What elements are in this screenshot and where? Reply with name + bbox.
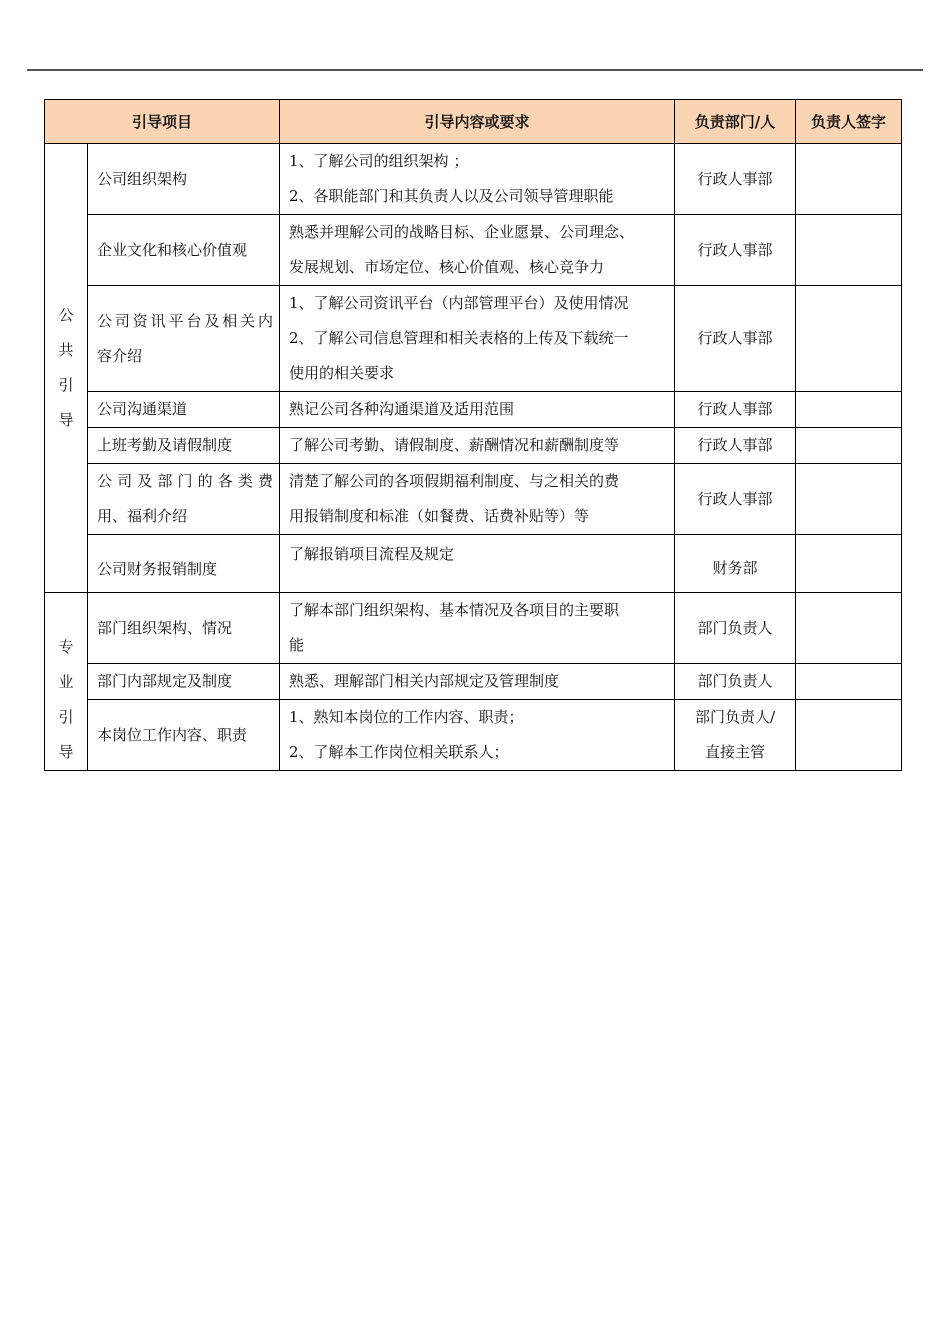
dept-cell: 部门负责人 [675, 664, 796, 700]
table-row [45, 664, 902, 700]
header-item: 引导项目 [45, 100, 280, 144]
dept-cell: 行政人事部 [675, 215, 796, 286]
item-cell: 公司沟通渠道 [88, 392, 280, 428]
table-row [45, 392, 902, 428]
content-cell: 1、了解公司的组织架构 ； 2、各职能部门和其负责人以及公司领导管理职能 [280, 144, 675, 215]
sign-cell[interactable] [796, 144, 902, 215]
dept-cell: 行政人事部 [675, 392, 796, 428]
item-cell: 上班考勤及请假制度 [88, 428, 280, 464]
dept-cell: 行政人事部 [675, 144, 796, 215]
sign-cell[interactable] [796, 392, 902, 428]
item-cell: 部门内部规定及制度 [88, 664, 280, 700]
content-cell: 熟记公司各种沟通渠道及适用范围 [280, 392, 675, 428]
table-row [45, 535, 902, 593]
content-cell: 1、了解公司资讯平台（内部管理平台）及使用情况 2、了解公司信息管理和相关表格的上传及下载统一 使用的相关要求 [280, 286, 675, 392]
header-dept: 负责部门/人 [675, 100, 796, 144]
header-rule [27, 69, 923, 71]
onboarding-guide-table [44, 99, 902, 771]
sign-cell[interactable] [796, 700, 902, 771]
dept-cell: 行政人事部 [675, 464, 796, 535]
content-cell: 了解公司考勤、请假制度、薪酬情况和薪酬制度等 [280, 428, 675, 464]
sign-cell[interactable] [796, 593, 902, 664]
item-cell: 公司资讯平台及相关内 容介绍 [88, 286, 280, 392]
table-row [45, 215, 902, 286]
dept-cell: 行政人事部 [675, 286, 796, 392]
header-sign: 负责人签字 [796, 100, 902, 144]
category-public: 公 共 引 导 [45, 144, 88, 593]
sign-cell[interactable] [796, 428, 902, 464]
table-row [45, 464, 902, 535]
content-cell: 了解报销项目流程及规定 [280, 535, 675, 593]
content-cell: 熟悉、理解部门相关内部规定及管理制度 [280, 664, 675, 700]
item-cell: 企业文化和核心价值观 [88, 215, 280, 286]
sign-cell[interactable] [796, 215, 902, 286]
table-row [45, 700, 902, 771]
table-row [45, 286, 902, 392]
sign-cell[interactable] [796, 464, 902, 535]
category-professional: 专 业 引 导 [45, 593, 88, 771]
content-cell: 熟悉并理解公司的战略目标、企业愿景、公司理念、 发展规划、市场定位、核心价值观、核心竞争力 [280, 215, 675, 286]
dept-cell: 部门负责人 [675, 593, 796, 664]
sign-cell[interactable] [796, 664, 902, 700]
table-header-row [45, 100, 902, 144]
header-content: 引导内容或要求 [280, 100, 675, 144]
content-cell: 了解本部门组织架构、基本情况及各项目的主要职 能 [280, 593, 675, 664]
item-cell: 本岗位工作内容、职责 [88, 700, 280, 771]
sign-cell[interactable] [796, 286, 902, 392]
item-cell: 部门组织架构、情况 [88, 593, 280, 664]
table-row [45, 428, 902, 464]
content-cell: 清楚了解公司的各项假期福利制度、与之相关的费 用报销制度和标准（如餐费、话费补贴等）等 [280, 464, 675, 535]
item-cell: 公司财务报销制度 [88, 535, 280, 593]
dept-cell: 财务部 [675, 535, 796, 593]
item-cell: 公司及部门的各类费 用、福利介绍 [88, 464, 280, 535]
content-cell: 1、熟知本岗位的工作内容、职责； 2、了解本工作岗位相关联系人； [280, 700, 675, 771]
sign-cell[interactable] [796, 535, 902, 593]
table-row [45, 593, 902, 664]
dept-cell: 部门负责人/ 直接主管 [675, 700, 796, 771]
item-cell: 公司组织架构 [88, 144, 280, 215]
dept-cell: 行政人事部 [675, 428, 796, 464]
table-row [45, 144, 902, 215]
